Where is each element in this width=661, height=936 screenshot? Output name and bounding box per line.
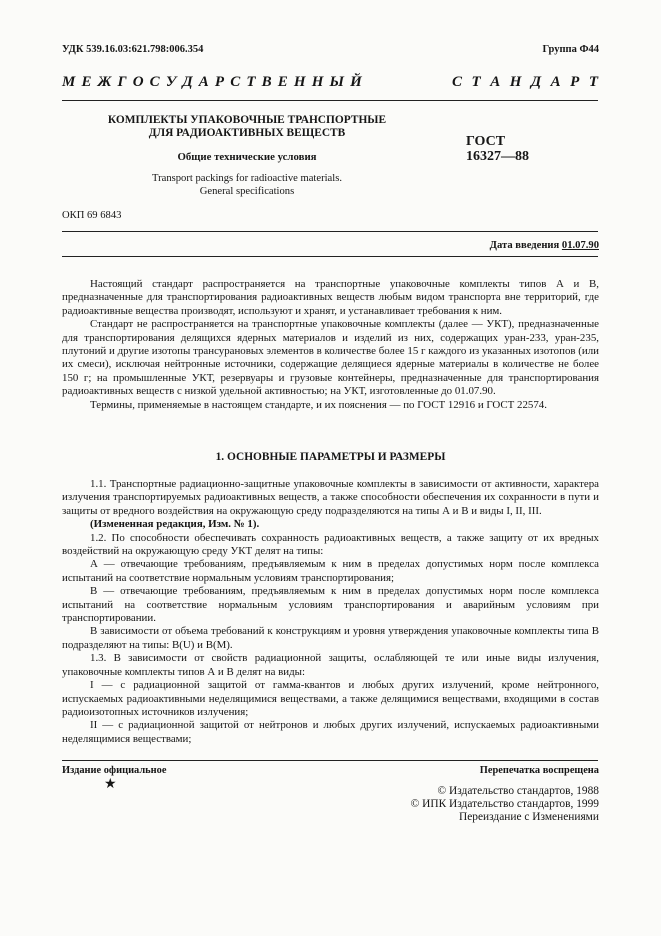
paragraph: (Измененная редакция, Изм. № 1).	[90, 518, 260, 531]
footer-rule	[62, 760, 598, 761]
paragraph: I — с радиационной защитой от гамма-квантов и любых других излучений, кроме нейтронного, испускаемых радиоактивными неделящимися веществами, а также делящимися веществами, входящими в состав радиоизотопных источников излучения;	[62, 679, 599, 718]
gost-number: 16327—88	[466, 149, 529, 164]
section-text	[62, 478, 599, 746]
document-subtitle: Общие технические условия	[177, 151, 317, 163]
banner-word: М Е Ж Г О С У Д А Р С Т В Е Н Н Ы Й	[62, 74, 362, 90]
paragraph: 1.2. По способности обеспечивать сохранность радиоактивных веществ, а также защиту от их вредных воздействий на окружающую среду УКТ делят на типы:	[62, 531, 599, 558]
standard-banner	[62, 74, 598, 91]
section-heading: 1. ОСНОВНЫЕ ПАРАМЕТРЫ И РАЗМЕРЫ	[215, 451, 446, 463]
paragraph: В зависимости от объема требований к конструкциям и уровня утверждения упаковочные комплекты типа В подразделяют на типы: В(U) и В(М).	[62, 625, 599, 651]
paragraph: 1.3. В зависимости от свойств радиационной защиты, ослабляющей те или иные виды излучения, упаковочные комплекты типов А и В делят на виды:	[62, 652, 599, 678]
intro-date-label: Дата введения	[489, 240, 560, 251]
intro-date	[490, 240, 599, 251]
paragraph: Термины, применяемые в настоящем стандарте, и их пояснения — по ГОСТ 12916 и ГОСТ 22574.	[90, 398, 547, 411]
paragraph: 1.1. Транспортные радиационно-защитные упаковочные комплекты в зависимости от активности, характера излучения транспортируемых радиоактивных веществ, а также способности обеспечения их сохранности в пути и защиты от вредного воздействия на окружающую среду подразделяются на типы А и В и виды I, II, III.	[62, 478, 599, 517]
paragraph: Настоящий стандарт распространяется на транспортные упаковочные комплекты типов А и В, предназначенные для транспортирования радиоактивных веществ любым видом транспорта вне территорий, где радиоактивные вещества производят, используют и хранят, и устанавливает требования к ним.	[62, 278, 599, 317]
paragraph: Стандарт не распространяется на транспортные упаковочные комплекты (далее — УКТ), предназначенные для транспортирования делящихся ядерных материалов и изделий из них, содержащих уран-233, уран-235, плутоний и другие изотопы трансурановых элементов в количестве более 15 г каждого из указанных изотопов (или их смеси), исключая нейтронные источники, содержащие делящиеся ядерные материалы в количестве не более 150 г; на промышленные УКТ, резервуары и грузовые контейнеры, предназначенные для транспортирования радиоактивных веществ с низкой удельной активностью; на УКТ, изготовленные до 01.07.90.	[62, 318, 599, 398]
publisher-info	[411, 785, 599, 824]
copyright-1999: © ИПК Издательство стандартов, 1999	[410, 798, 599, 810]
paragraph: II — с радиационной защитой от нейтронов и любых других излучений, испускаемых радиоактивными неделящимися веществами;	[62, 719, 599, 745]
udk-code: УДК 539.16.03:621.798:006.354	[62, 44, 204, 55]
reprint-notice: Перепечатка воспрещена	[479, 765, 599, 776]
paragraph: А — отвечающие требованиям, предъявляемым к ним в пределах допустимых норм после комплекса испытаний на соответствие нормальным условиям транспортирования;	[62, 558, 599, 584]
document-title	[62, 114, 432, 139]
english-title	[62, 173, 432, 198]
group-code: Группа Ф44	[542, 44, 599, 55]
gost-label: ГОСТ	[466, 134, 506, 149]
banner-word: С Т А Н Д А Р Т	[452, 74, 598, 90]
intro-text	[62, 278, 599, 412]
official-edition: Издание официальное	[62, 765, 167, 776]
title-line-1: КОМПЛЕКТЫ УПАКОВОЧНЫЕ ТРАНСПОРТНЫЕ	[107, 114, 387, 126]
title-line-2: ДЛЯ РАДИОАКТИВНЫХ ВЕЩЕСТВ	[148, 126, 346, 139]
intro-date-value: 01.07.90	[561, 240, 599, 251]
gost-designation	[466, 134, 529, 164]
english-title-line-1: Transport packings for radioactive materials.	[152, 173, 342, 184]
okp-rule	[62, 231, 598, 232]
copyright-1988: © Издательство стандартов, 1988	[437, 785, 599, 797]
okp-code: ОКП 69 6843	[62, 210, 122, 221]
paragraph: В — отвечающие требованиям, предъявляемым к ним в пределах допустимых норм после комплекса испытаний на соответствие нормальным условиям транспортирования и аварийным условиям при транспортировании.	[62, 585, 599, 625]
english-title-line-2: General specifications	[199, 185, 295, 197]
reissue-note: Переиздание с Изменениями	[459, 811, 599, 823]
date-rule	[62, 256, 598, 257]
star-icon: ★	[104, 777, 117, 792]
header-rule	[62, 100, 598, 101]
